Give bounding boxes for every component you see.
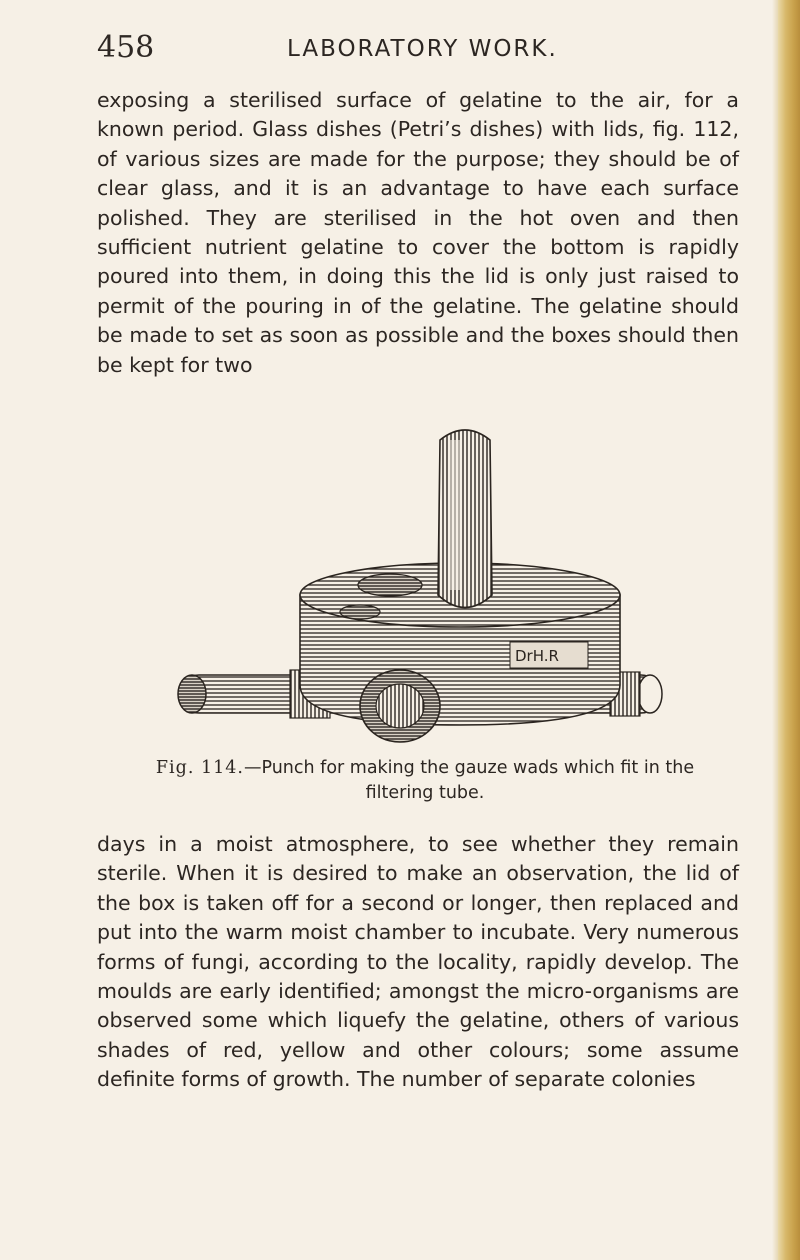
running-head: LABORATORY WORK. (287, 36, 558, 62)
figure-caption (130, 756, 720, 806)
figure-caption-text: —Punch for making the gauze wads which fit in the filtering tube. (243, 758, 695, 803)
page-number: 458 (97, 30, 155, 65)
page-edge (778, 0, 800, 1260)
punch-cutter (360, 670, 440, 742)
figure-label: Fig. 114. (155, 758, 244, 778)
maker-mark: DrH.R (515, 647, 559, 665)
punch-handle (438, 430, 492, 608)
page-header (97, 30, 737, 70)
paragraph-1: exposing a sterilised surface of gelatine to the air, for a known period. Glass dishes (Petri’s dishes) with lids, fig. 112, of various sizes are made for the purpose; they should be of clear glass, and it is an advantage to have each surface polished. They are sterilised in the hot oven and then sufficient nutrient gelatine to cover the bottom is rapidly poured into them, in doing this the lid is only just raised to permit of the pouring in of the gelatine. The gelatine should be made to set as soon as possible and the boxes should then be kept for two (97, 88, 739, 377)
punch-engraving (170, 420, 670, 750)
paragraph-2: days in a moist atmosphere, to see whether they remain sterile. When it is desired to make an observation, the lid of the box is taken off for a second or longer, then replaced and put into the warm moist chamber to incubate. Very numerous forms of fungi, according to the locality, rapidly develop. The moulds are early identified; amongst the micro-organisms are observed some which liquefy the gelatine, others of various shades of red, yellow and other colours; some assume definite forms of growth. The number of separate colonies (97, 832, 739, 1092)
